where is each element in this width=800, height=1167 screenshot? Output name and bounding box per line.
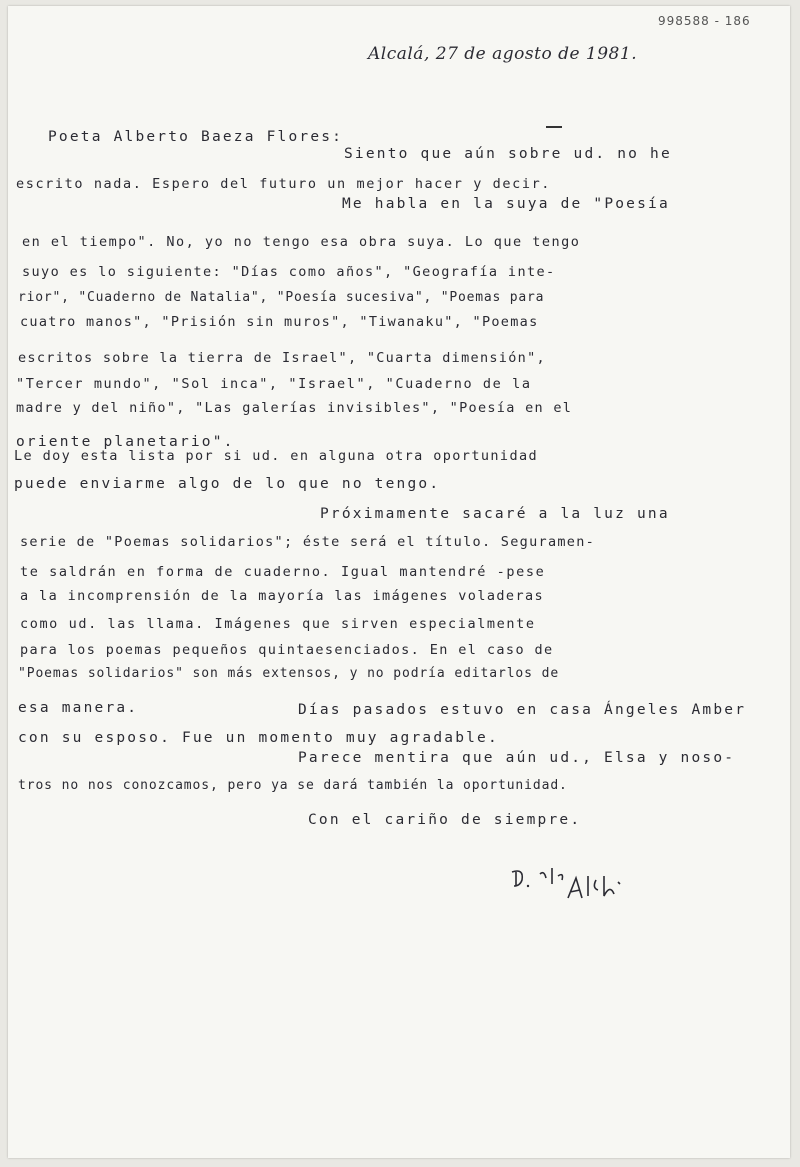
body-line: Días pasados estuvo en casa Ángeles Amber <box>298 702 747 718</box>
body-line: escritos sobre la tierra de Israel", "Cuarta dimensión", <box>18 350 546 366</box>
body-line: Siento que aún sobre ud. no he <box>344 146 672 162</box>
body-line: como ud. las llama. Imágenes que sirven especialmente <box>20 616 536 632</box>
handwritten-signature <box>506 854 646 904</box>
body-line: "Tercer mundo", "Sol inca", "Israel", "Cuaderno de la <box>16 376 532 392</box>
body-line: escrito nada. Espero del futuro un mejor hacer y decir. <box>16 176 552 192</box>
body-line: esa manera. <box>18 700 139 716</box>
date-line: Alcalá, 27 de agosto de 1981. <box>368 44 638 64</box>
closing: Con el cariño de siempre. <box>308 812 582 828</box>
body-line: para los poemas pequeños quintaesenciados. En el caso de <box>20 642 554 658</box>
body-line: te saldrán en forma de cuaderno. Igual mantendré -pese <box>20 564 546 580</box>
body-line: Me habla en la suya de "Poesía <box>342 196 670 212</box>
body-line: suyo es lo siguiente: "Días como años", "Geografía inte- <box>22 264 556 280</box>
body-line: Parece mentira que aún ud., Elsa y noso- <box>298 750 736 766</box>
body-line: Próximamente sacaré a la luz una <box>320 506 670 522</box>
archive-reference: 998588 - 186 <box>658 14 751 28</box>
salutation: Poeta Alberto Baeza Flores: <box>48 129 344 145</box>
body-line: tros no nos conozcamos, pero ya se dará también la oportunidad. <box>18 778 568 793</box>
letter-sheet <box>8 6 790 1158</box>
body-line: oriente planetario". <box>16 434 235 450</box>
body-line: rior", "Cuaderno de Natalia", "Poesía sucesiva", "Poemas para <box>18 290 545 305</box>
body-line: Le doy esta lista por si ud. en alguna otra oportunidad <box>14 448 539 464</box>
body-line: puede enviarme algo de lo que no tengo. <box>14 476 441 492</box>
body-line: en el tiempo". No, yo no tengo esa obra suya. Lo que tengo <box>22 234 581 250</box>
body-line: cuatro manos", "Prisión sin muros", "Tiwanaku", "Poemas <box>20 314 539 330</box>
body-line: "Poemas solidarios" son más extensos, y no podría editarlos de <box>18 666 560 681</box>
body-line: con su esposo. Fue un momento muy agradable. <box>18 730 499 746</box>
pen-mark <box>546 126 562 128</box>
body-line: a la incomprensión de la mayoría las imágenes voladeras <box>20 588 545 604</box>
body-line: serie de "Poemas solidarios"; éste será el título. Seguramen- <box>20 534 596 550</box>
body-line: madre y del niño", "Las galerías invisibles", "Poesía en el <box>16 400 573 416</box>
